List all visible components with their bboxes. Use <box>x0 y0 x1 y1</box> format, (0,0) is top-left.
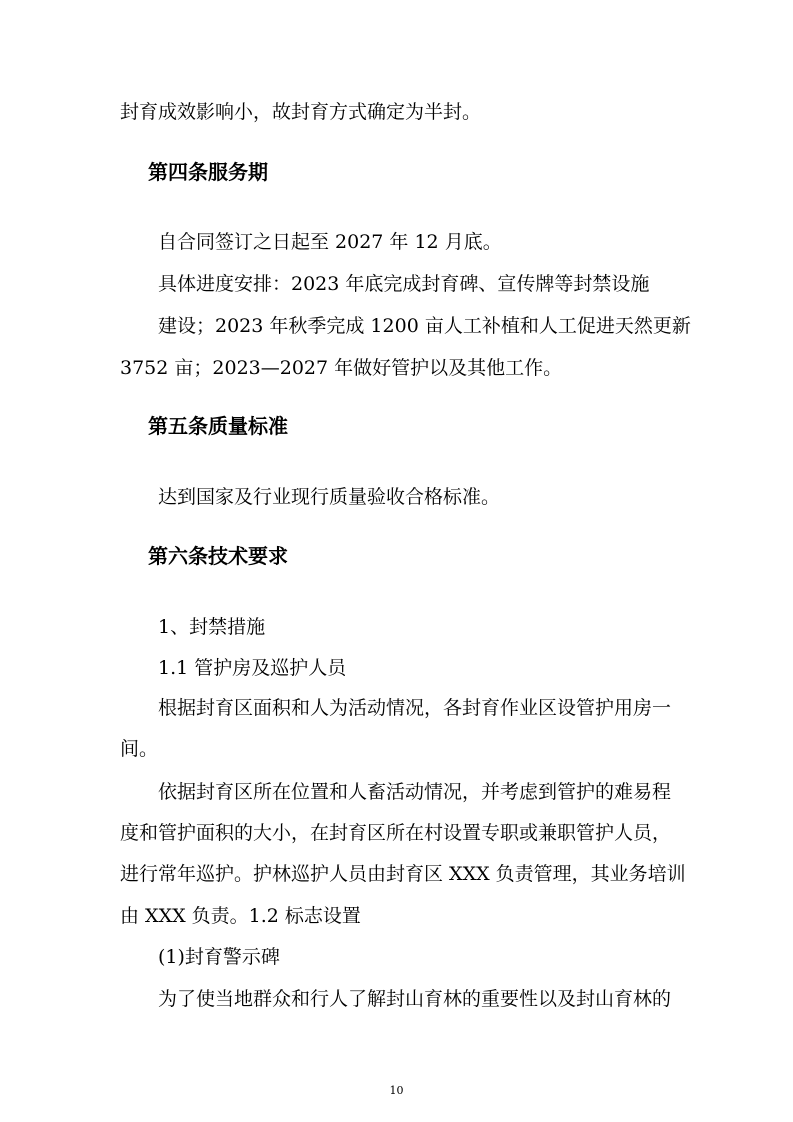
paragraph-line: 1.1 管护房及巡护人员 <box>158 657 347 679</box>
paragraph-line: 进行常年巡护。护林巡护人员由封育区 XXX 负责管理，其业务培训 <box>120 863 686 885</box>
paragraph-line: 具体进度安排：2023 年底完成封育碑、宣传牌等封禁设施 <box>158 273 650 295</box>
paragraph-line: 自合同签订之日起至 2027 年 12 月底。 <box>158 231 502 253</box>
paragraph-line: 间。 <box>120 738 159 760</box>
paragraph-line: 3752 亩；2023—2027 年做好管护以及其他工作。 <box>120 357 563 379</box>
paragraph-line: 建设；2023 年秋季完成 1200 亩人工补植和人工促进天然更新 <box>158 315 691 337</box>
section-heading-service-period: 第四条服务期 <box>148 160 268 184</box>
paragraph-line: 根据封育区面积和人为活动情况，各封育作业区设管护用房一 <box>158 697 672 719</box>
paragraph-line: 达到国家及行业现行质量验收合格标准。 <box>158 486 501 508</box>
page-number: 10 <box>389 1084 404 1097</box>
paragraph-line: (1)封育警示碑 <box>158 946 280 968</box>
section-heading-quality-standard: 第五条质量标准 <box>148 414 288 438</box>
paragraph-line: 封育成效影响小，故封育方式确定为半封。 <box>120 101 482 123</box>
paragraph-line: 依据封育区所在位置和人畜活动情况，并考虑到管护的难易程 <box>158 781 672 803</box>
paragraph-line: 为了使当地群众和行人了解封山育林的重要性以及封山育林的 <box>158 988 672 1010</box>
section-heading-technical-requirements: 第六条技术要求 <box>148 544 288 568</box>
paragraph-line: 度和管护面积的大小，在封育区所在村设置专职或兼职管护人员， <box>120 822 672 844</box>
paragraph-line: 由 XXX 负责。1.2 标志设置 <box>120 905 361 927</box>
paragraph-line: 1、封禁措施 <box>158 616 266 638</box>
